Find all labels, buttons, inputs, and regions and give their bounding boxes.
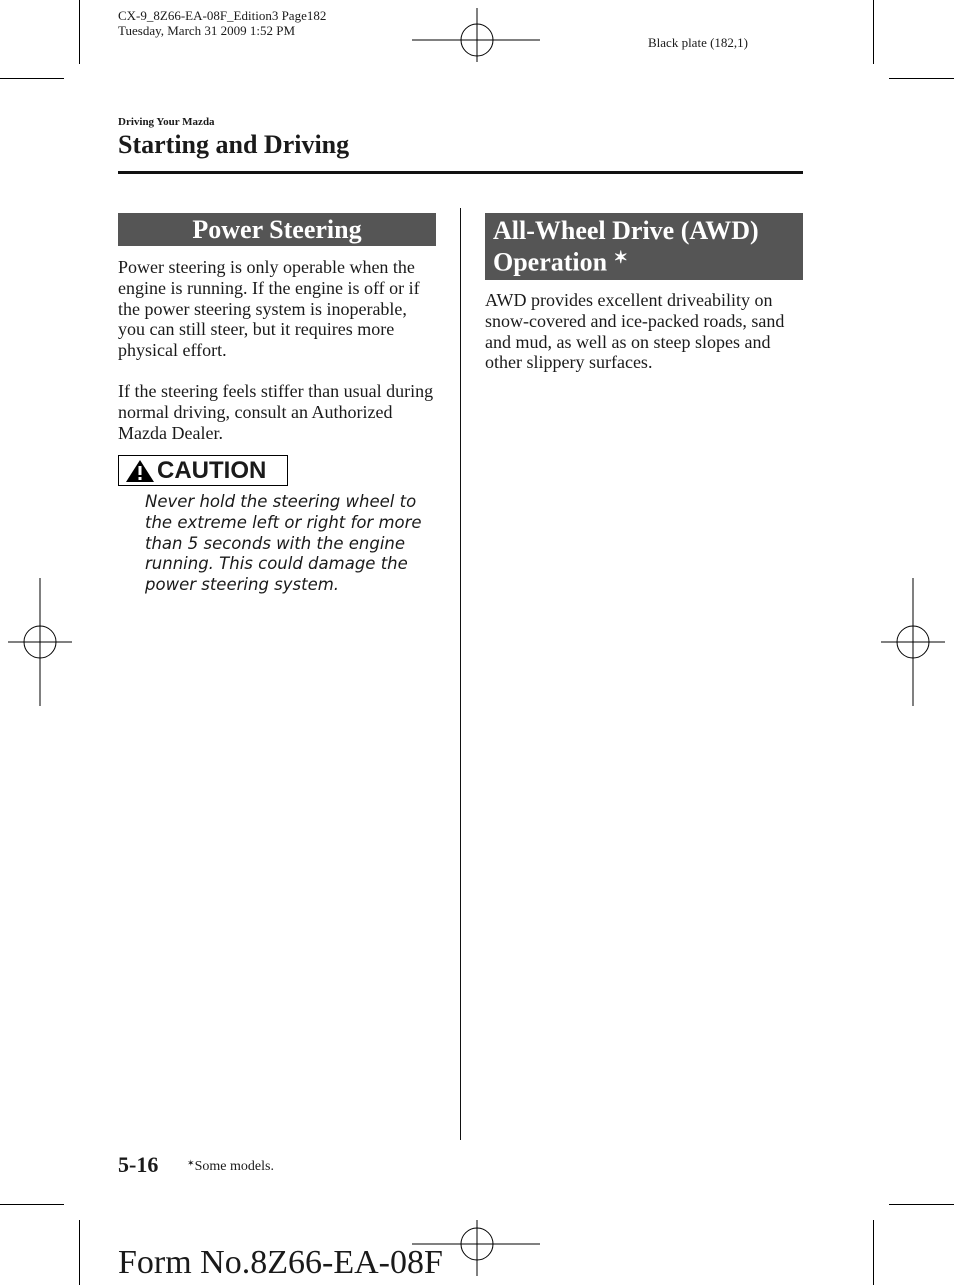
print-plate-label: Black plate (182,1) — [648, 35, 748, 50]
title-rule — [118, 171, 803, 174]
caution-box — [118, 455, 288, 486]
caution-text: Never hold the steering wheel to the extreme left or right for more than 5 seconds with the engine running. This could damage the power steering system. — [145, 492, 422, 595]
footnote-text: Some models. — [194, 1159, 274, 1175]
registration-mark-right — [881, 578, 945, 706]
registration-mark-top — [412, 8, 540, 62]
footnote — [187, 1158, 274, 1175]
some-models-mark-icon: ✶ — [613, 248, 628, 267]
awd-heading-text: Operation — [493, 247, 608, 277]
footnote-mark-icon: ✶ — [187, 1158, 195, 1168]
print-job-line: CX-9_8Z66-EA-08F_Edition3 Page182 — [118, 8, 327, 23]
section-kicker: Driving Your Mazda — [118, 116, 215, 128]
awd-heading-line-1: All-Wheel Drive (AWD) — [493, 216, 759, 245]
awd-heading — [485, 213, 803, 280]
power-steering-paragraph-2: If the steering feels stiffer than usual during normal driving, consult an Authorized Mazda Dealer. — [118, 381, 434, 443]
column-divider — [460, 208, 461, 1140]
print-date-line: Tuesday, March 31 2009 1:52 PM — [118, 23, 296, 38]
page-title: Starting and Driving — [118, 130, 350, 159]
awd-paragraph: AWD provides excellent driveability on snow-covered and ice-packed roads, sand and mud, as well as on steep slopes and other slippery surfaces. — [485, 290, 785, 373]
caution-label: CAUTION — [157, 457, 267, 484]
registration-mark-left — [8, 578, 72, 706]
page-number: 5-16 — [118, 1152, 159, 1177]
form-number: Form No.8Z66-EA-08F — [118, 1244, 443, 1281]
power-steering-paragraph-1: Power steering is only operable when the engine is running. If the engine is off or if the power steering system is inoperable, you can still steer, but it requires more physical effort. — [118, 257, 420, 361]
power-steering-heading: Power Steering — [118, 213, 436, 246]
warning-triangle-icon — [125, 459, 155, 483]
awd-heading-line-2 — [493, 244, 795, 276]
